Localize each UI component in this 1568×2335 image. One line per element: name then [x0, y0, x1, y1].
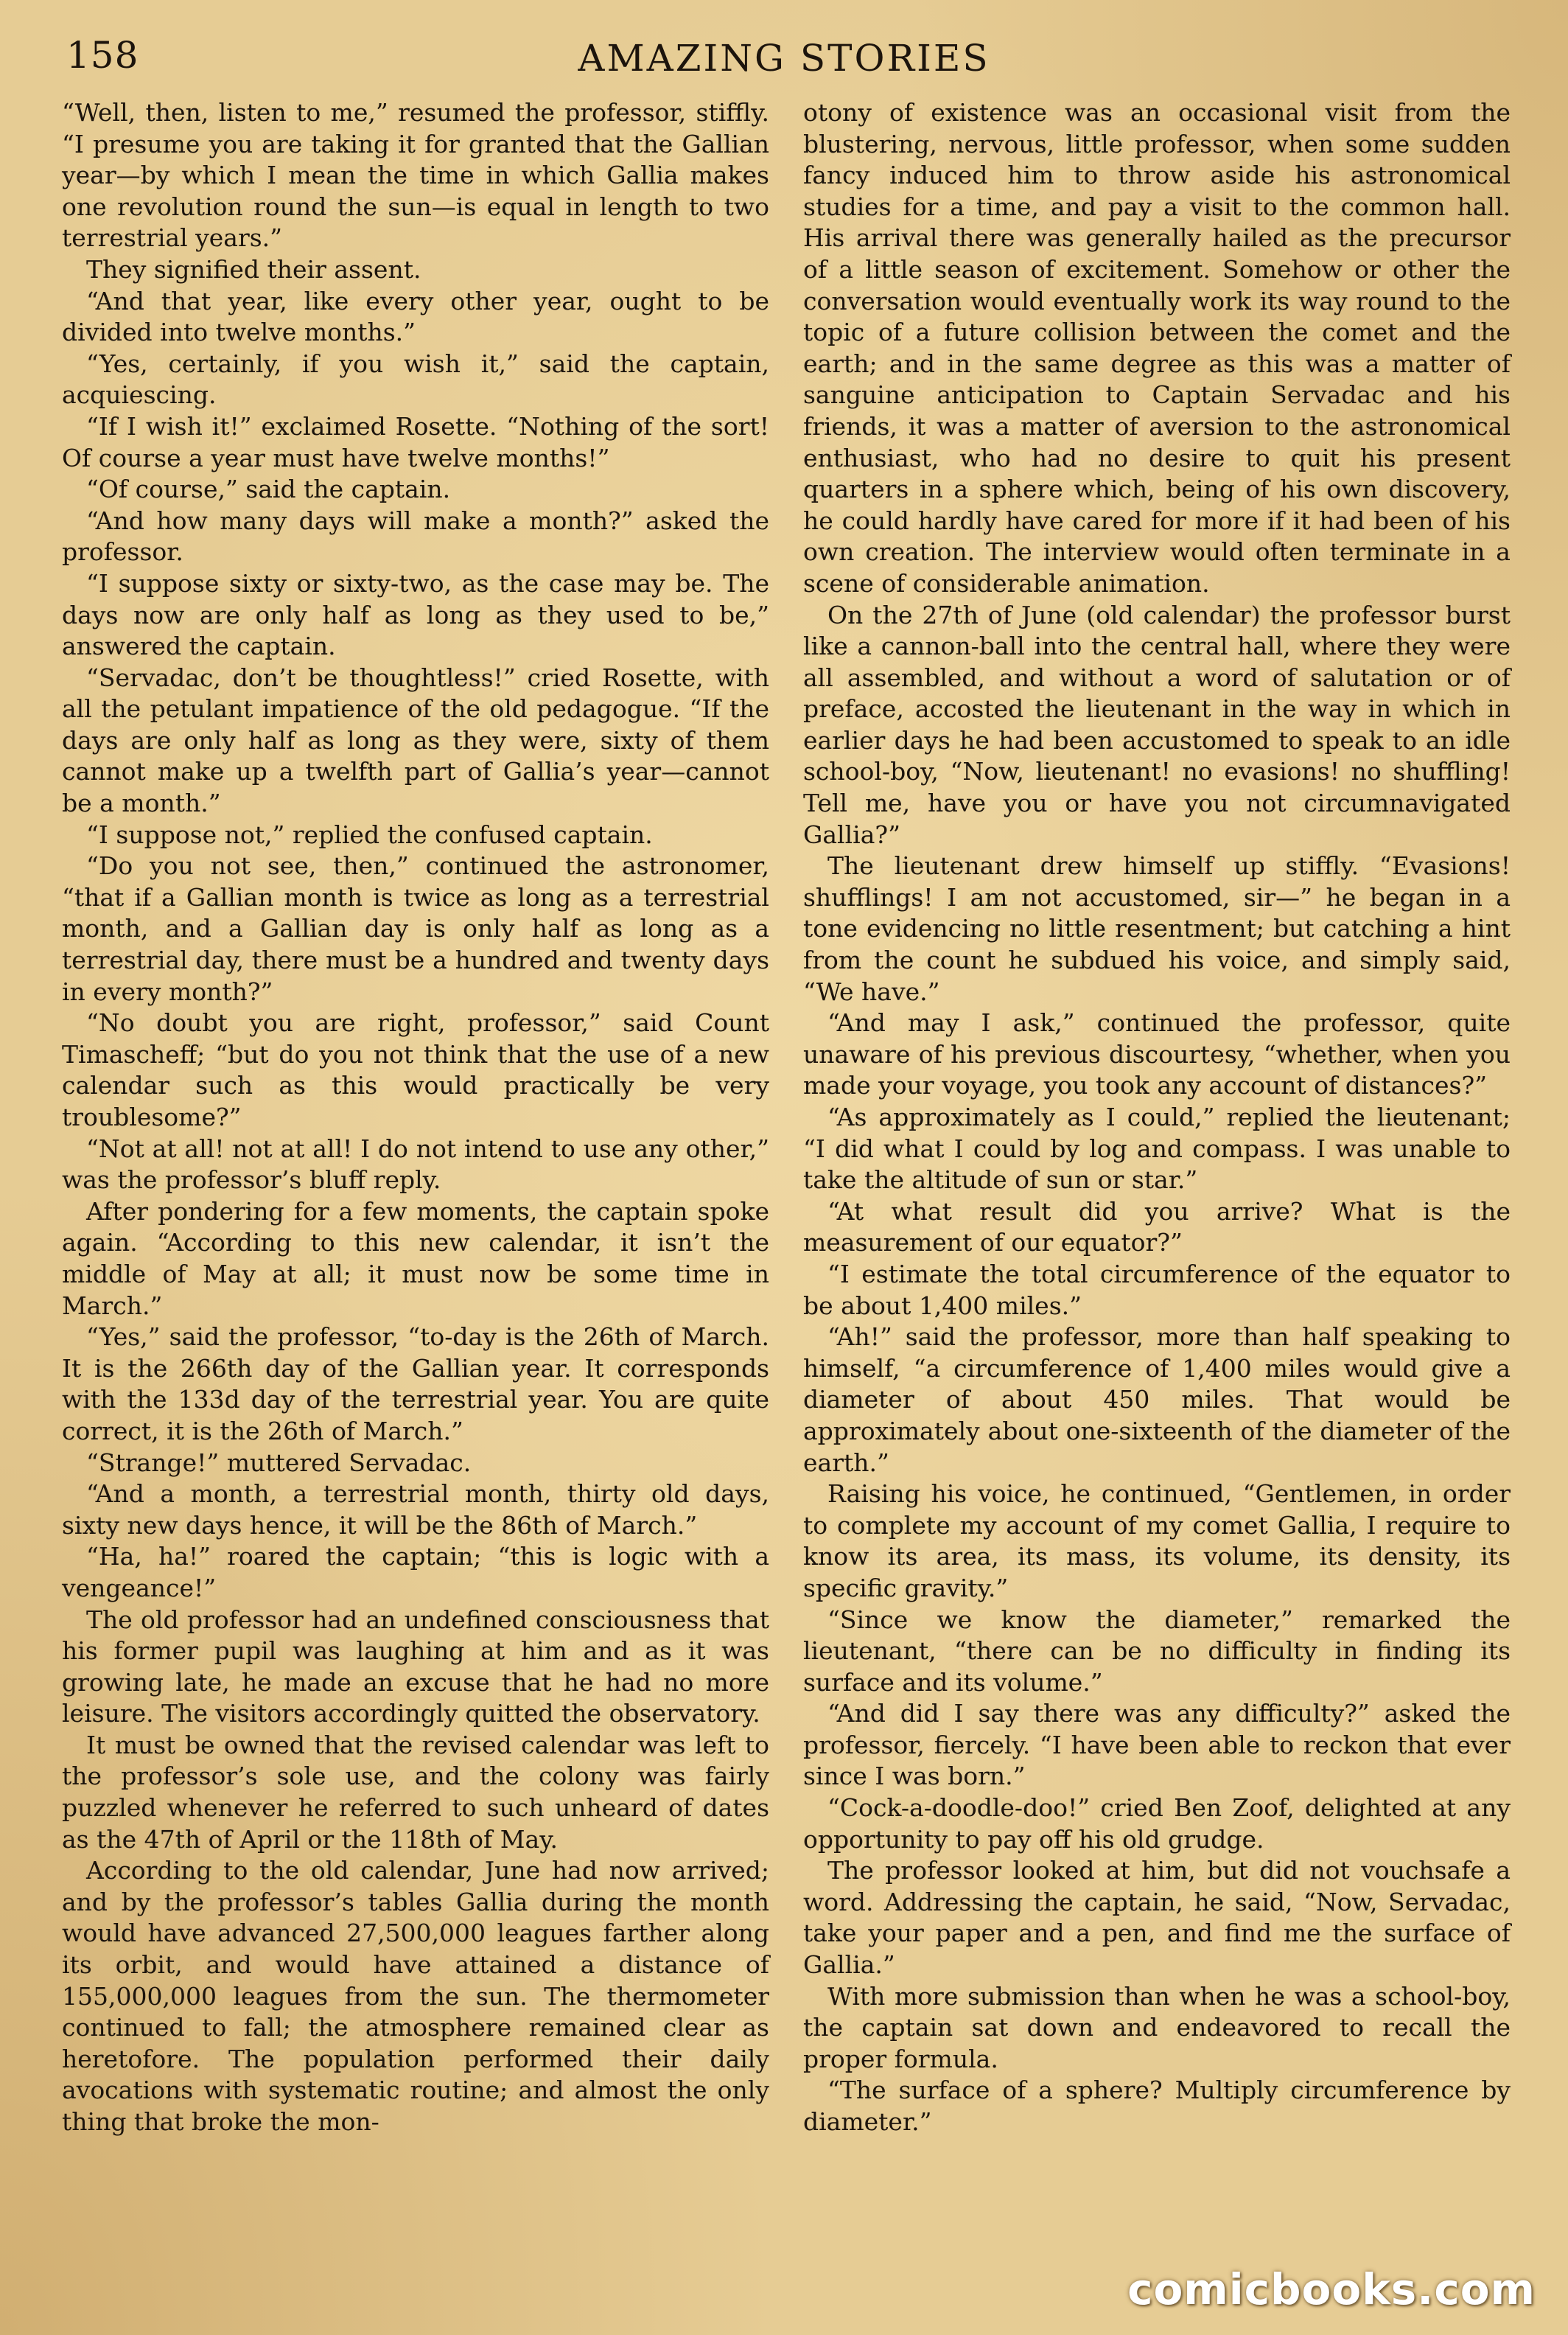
text-column-right [803, 97, 1511, 2138]
running-head-title: AMAZING STORIES [578, 37, 990, 80]
paragraph: “And how many days will make a month?” asked the professor. [62, 506, 769, 567]
paragraph: “Since we know the diameter,” remarked the lieutenant, “there can be no difficulty in finding its surface and its volume.” [803, 1605, 1511, 1697]
paragraph: According to the old calendar, June had now arrived; and by the professor’s tables Gallia during the month would have advanced 27,500,000 leagues farther along its orbit, and would have attained a distance of 155,000,000 leagues from the sun. The thermometer continued to fall; the atmosphere remained clear as heretofore. The population performed their daily avocations with systematic routine; and almost the only thing that broke the mon- [62, 1856, 769, 2136]
paragraph: “I estimate the total circumference of the equator to be about 1,400 miles.” [803, 1259, 1511, 1320]
paragraph: “At what result did you arrive? What is the measurement of our equator?” [803, 1196, 1511, 1257]
paragraph: “Ha, ha!” roared the captain; “this is logic with a vengeance!” [62, 1542, 769, 1602]
paragraph: “And a month, a terrestrial month, thirty old days, sixty new days hence, it will be the 86th of March.” [62, 1479, 769, 1540]
paragraph: “And may I ask,” continued the professor, quite unaware of his previous discourtesy, “whether, when you made your voyage, you took any account of distances?” [803, 1008, 1511, 1100]
paragraph: “Well, then, listen to me,” resumed the professor, stiffly. “I presume you are taking it for granted that the Gallian year—by which I mean the time in which Gallia makes one revolution round the sun—is equal in length to two terrestrial years.” [62, 98, 769, 253]
paragraph: After pondering for a few moments, the captain spoke again. “According to this new calendar, it isn’t the middle of May at all; it must now be some time in March.” [62, 1196, 769, 1320]
paragraph: “I suppose sixty or sixty-two, as the case may be. The days now are only half as long as they used to be,” answered the captain. [62, 568, 769, 661]
paragraph: Raising his voice, he continued, “Gentlemen, in order to complete my account of my comet Gallia, I require to know its area, its mass, its volume, its density, its specific gravity.” [803, 1479, 1511, 1602]
page-number: 158 [66, 34, 139, 77]
paragraph: “If I wish it!” exclaimed Rosette. “Nothing of the sort! Of course a year must have twelve months!” [62, 411, 769, 472]
paragraph: On the 27th of June (old calendar) the professor burst like a cannon-ball into the central hall, where they were all assembled, and without a word of salutation or of preface, accosted the lieutenant in the way in which in earlier days he had been accustomed to speak to an idle school-boy, “Now, lieutenant! no evasions! no shuffling! Tell me, have you or have you not circumnavigated Gallia?” [803, 600, 1511, 849]
paragraph: The lieutenant drew himself up stiffly. “Evasions! shufflings! I am not accustomed, sir—” he began in a tone evidencing no little resentment; but catching a hint from the count he subdued his voice, and simply said, “We have.” [803, 851, 1511, 1006]
paragraph: “As approximately as I could,” replied the lieutenant; “I did what I could by log and compass. I was unable to take the altitude of sun or star.” [803, 1103, 1511, 1195]
paragraph: “Cock-a-doodle-doo!” cried Ben Zoof, delighted at any opportunity to pay off his old grudge. [803, 1793, 1511, 1854]
paragraph: “Ah!” said the professor, more than half speaking to himself, “a circumference of 1,400 miles would give a diameter of about 450 miles. That would be approximately about one-sixteenth of the diameter of the earth.” [803, 1322, 1511, 1477]
paragraph: “Yes, certainly, if you wish it,” said the captain, acquiescing. [62, 349, 769, 410]
paragraph: With more submission than when he was a school-boy, the captain sat down and endeavored to recall the proper formula. [803, 1981, 1511, 2073]
paragraph: It must be owned that the revised calendar was left to the professor’s sole use, and the colony was fairly puzzled whenever he referred to such unheard of dates as the 47th of April or the 118th of May. [62, 1730, 769, 1854]
paragraph: “And did I say there was any difficulty?” asked the professor, fiercely. “I have been able to reckon that ever since I was born.” [803, 1699, 1511, 1791]
paragraph: “Do you not see, then,” continued the astronomer, “that if a Gallian month is twice as long as a terrestrial month, and a Gallian day is only half as long as a terrestrial day, there must be a hundred and twenty days in every month?” [62, 851, 769, 1006]
paragraph: “Strange!” muttered Servadac. [86, 1448, 472, 1477]
paragraph: “I suppose not,” replied the confused captain. [86, 820, 653, 849]
paragraph: “Not at all! not at all! I do not intend to use any other,” was the professor’s bluff reply. [62, 1134, 769, 1195]
text-column-left [62, 97, 769, 2138]
paragraph: The professor looked at him, but did not vouchsafe a word. Addressing the captain, he said, “Now, Servadac, take your paper and a pen, and find me the surface of Gallia.” [803, 1856, 1511, 1980]
paragraph: “And that year, like every other year, ought to be divided into twelve months.” [62, 286, 769, 347]
paragraph: “No doubt you are right, professor,” said Count Timascheff; “but do you not think that the use of a new calendar such as this would practically be very troublesome?” [62, 1008, 769, 1131]
paragraph: “Of course,” said the captain. [86, 475, 451, 504]
paragraph: otony of existence was an occasional visit from the blustering, nervous, little professor, when some sudden fancy induced him to throw aside his astronomical studies for a time, and pay a visit to the common hall. His arrival there was generally hailed as the precursor of a little season of excitement. Somehow or other the conversation would eventually work its way round to the topic of a future collision between the comet and the earth; and in the same degree as this was a matter of sanguine anticipation to Captain Servadac and his friends, it was a matter of aversion to the astronomical enthusiast, who had no desire to quit his present quarters in a sphere which, being of his own discovery, he could hardly have cared for more if it had been of his own creation. The interview would often terminate in a scene of considerable animation. [803, 98, 1511, 598]
paragraph: They signified their assent. [86, 254, 421, 284]
watermark-logo: comicbooks.com [1127, 2264, 1536, 2314]
paragraph: “Yes,” said the professor, “to-day is the 26th of March. It is the 266th day of the Gallian year. It corresponds with the 133d day of the terrestrial year. You are quite correct, it is the 26th of March.” [62, 1322, 769, 1445]
paragraph: The old professor had an undefined consciousness that his former pupil was laughing at him and as it was growing late, he made an excuse that he had no more leisure. The visitors accordingly quitted the observatory. [62, 1605, 769, 1728]
paragraph: “Servadac, don’t be thoughtless!” cried Rosette, with all the petulant impatience of the old pedagogue. “If the days are only half as long as they were, sixty of them cannot make up a twelfth part of Gallia’s year—cannot be a month.” [62, 663, 769, 818]
paragraph: “The surface of a sphere? Multiply circumference by diameter.” [803, 2076, 1511, 2136]
